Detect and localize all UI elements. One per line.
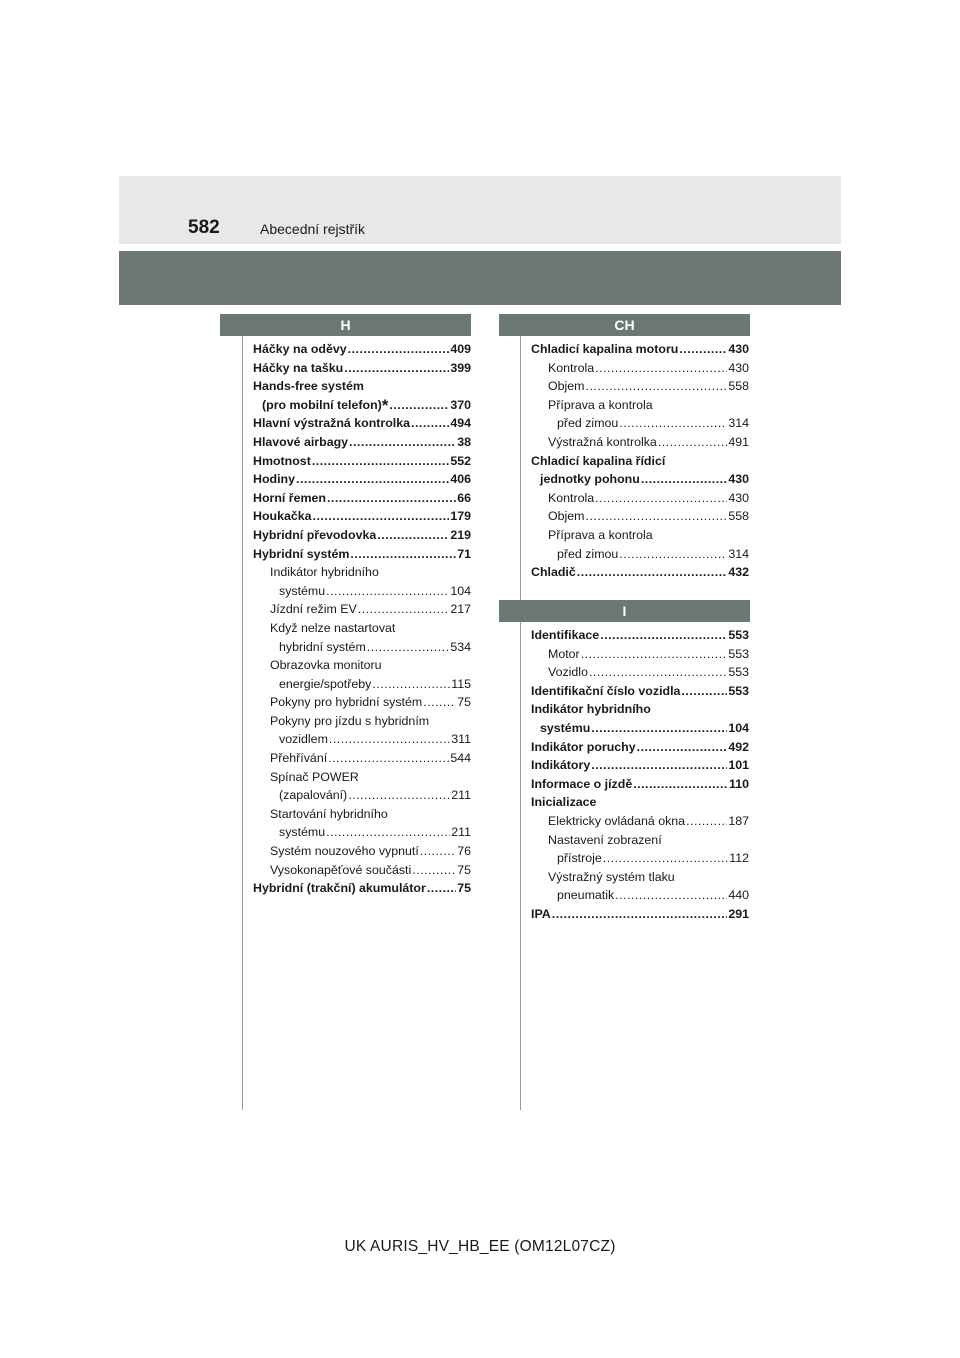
index-subentry: Indikátor hybridního [270,565,379,580]
index-entry: Chladič ..... 432 [531,563,749,582]
section-heading-h: H [220,314,471,336]
index-subentry: Nastavení zobrazení [548,832,662,847]
footer-manual-code: UK AURIS_HV_HB_EE (OM12L07CZ) [344,1238,616,1255]
index-entry: Háčky na tašku ..... 399 [253,359,471,378]
index-entry: Hands-free systém [253,379,364,394]
index-entry: Chladicí kapalina motoru ..... 430 [531,340,749,359]
index-entry: Hybridní systém ..... 71 [253,545,471,564]
index-entry: Indikátor hybridního [531,702,651,717]
index-subentry: Pokyny pro hybridní systém ..... 75 [253,693,471,712]
index-subentry: Příprava a kontrola [548,527,653,542]
index-subentry: Pokyny pro jízdu s hybridním [270,713,430,728]
index-subentry: Když nelze nastartovat [270,620,396,635]
index-subentry: hybridní systém ..... 534 [253,638,471,657]
index-subentry: pneumatik ..... 440 [531,886,749,905]
page-number: 582 [188,217,220,238]
index-entry: Informace o jízdě ..... 110 [531,775,749,794]
section-heading-ch: CH [499,314,750,336]
index-subentry: Systém nouzového vypnutí ..... 76 [253,842,471,861]
header-title: Abecední rejstřík [260,221,366,237]
index-entry: Inicializace [531,795,597,810]
index-subentry: Kontrola ..... 430 [531,489,749,508]
index-entry: systému ..... 104 [531,719,749,738]
column-divider-left [242,314,243,1110]
index-subentry: Jízdní režim EV ..... 217 [253,600,471,619]
index-subentry: systému ..... 104 [253,582,471,601]
index-subentry: Výstražný systém tlaku [548,869,675,884]
index-subentry: před zimou ..... 314 [531,414,749,433]
index-entry: Hmotnost ..... 552 [253,452,471,471]
index-entry: Háčky na oděvy ..... 409 [253,340,471,359]
index-subentry: Objem ..... 558 [531,377,749,396]
index-entry: Houkačka ..... 179 [253,507,471,526]
index-entry: Hlavní výstražná kontrolka ..... 494 [253,414,471,433]
index-entry: Identifikační číslo vozidla ..... 553 [531,682,749,701]
index-column-left [253,340,471,898]
index-subentry: Kontrola ..... 430 [531,359,749,378]
index-column-right-i [531,626,749,924]
footnote-star: * [381,396,389,416]
index-subentry: Vozidlo ..... 553 [531,663,749,682]
index-entry: Hlavové airbagy ..... 38 [253,433,471,452]
index-subentry: Spínač POWER [270,769,359,784]
index-subentry: vozidlem ..... 311 [253,730,471,749]
index-subentry: systému ..... 211 [253,823,471,842]
index-entry: Hybridní (trakční) akumulátor ..... 75 [253,879,471,898]
index-entry: IPA ..... 291 [531,905,749,924]
index-entry: Indikátor poruchy ..... 492 [531,738,749,757]
index-subentry: přístroje ..... 112 [531,849,749,868]
index-entry: (pro mobilní telefon) * ..... 370 [253,396,471,415]
index-subentry: Výstražná kontrolka ..... 491 [531,433,749,452]
index-subentry: před zimou ..... 314 [531,545,749,564]
index-subentry: Vysokonapěťové součásti ..... 75 [253,861,471,880]
index-entry: jednotky pohonu ..... 430 [531,470,749,489]
section-heading-i: I [499,600,750,622]
index-subentry: Motor ..... 553 [531,645,749,664]
index-entry: Indikátory ..... 101 [531,756,749,775]
index-subentry: (zapalování) ..... 211 [253,786,471,805]
index-entry: Chladicí kapalina řídicí [531,453,666,468]
index-subentry: Startování hybridního [270,806,388,821]
index-entry: Identifikace ..... 553 [531,626,749,645]
header-band [119,176,841,244]
index-subentry: Přehřívání ..... 544 [253,749,471,768]
index-subentry: Obrazovka monitoru [270,658,382,673]
index-entry: Hybridní převodovka ..... 219 [253,526,471,545]
index-entry: Hodiny ..... 406 [253,470,471,489]
index-subentry: Elektricky ovládaná okna ..... 187 [531,812,749,831]
index-column-right-ch [531,340,749,582]
index-entry: Horní řemen ..... 66 [253,489,471,508]
index-subentry: Příprava a kontrola [548,397,653,412]
index-subentry: Objem ..... 558 [531,507,749,526]
index-subentry: energie/spotřeby ..... 115 [253,675,471,694]
header-dark-band [119,251,841,305]
column-divider-middle [520,314,521,1110]
